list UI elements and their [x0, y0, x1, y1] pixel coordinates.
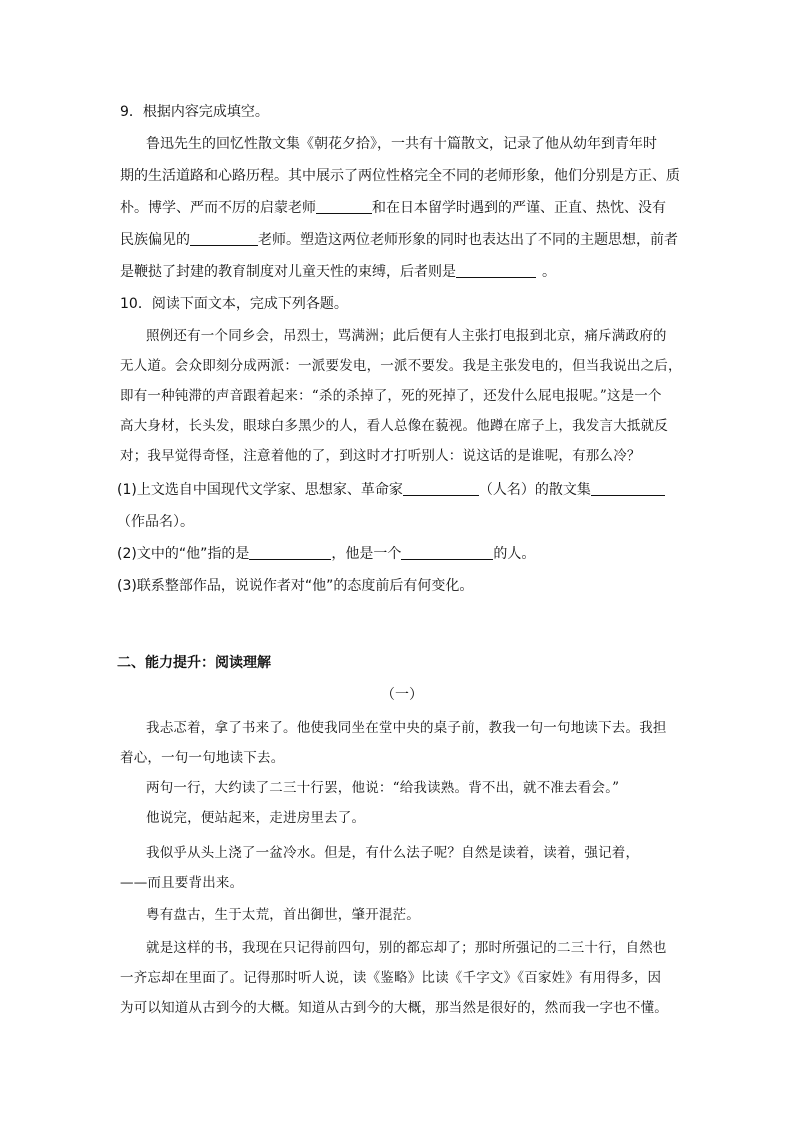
subsection-number: （一）	[381, 687, 423, 703]
q10-sub-1-cont: （作品名）。	[117, 514, 194, 530]
q10-sub-3: (3)联系整部作品，说说作者对“他”的态度前后有何变化。	[117, 578, 474, 594]
q10-sub-1: (1)上文选自中国现代文学家、思想家、革命家 （人名）的散文集	[117, 481, 665, 499]
q10-title: 10．阅读下面文本，完成下列各题。	[120, 296, 348, 312]
reading-line-1: 我忐忑着，拿了书来了。他使我同坐在堂中央的桌子前，教我一句一句地读下去。我担	[146, 720, 667, 736]
reading-line-7: 粤有盘古，生于太荒，首出御世，肇开混茫。	[146, 907, 420, 923]
q10-passage-line-4: 高大身材，长头发，眼球白多黑少的人，看人总像在藐视。他蹲在席子上，我发言大抵就反	[120, 418, 668, 434]
q9-line-3: 朴。博学、严而不厉的启蒙老师 和在日本留学时遇到的严谨、正直、热忱、没有	[120, 200, 666, 216]
reading-line-8: 就是这样的书，我现在只记得前四句，别的都忘却了；那时所强记的二三十行，自然也	[146, 940, 667, 956]
reading-line-2: 着心，一句一句地读下去。	[120, 750, 285, 766]
q10-passage-line-3: 即有一种钝滞的声音跟着起来：“杀的杀掉了，死的死掉了，还发什么屁电报呢。”这是一个	[120, 388, 662, 404]
answer-blank[interactable]	[190, 231, 258, 246]
answer-blank[interactable]	[591, 481, 665, 496]
reading-line-10: 为可以知道从古到今的大概。知道从古到今的大概，那当然是很好的，然而我一字也不懂。	[120, 1000, 668, 1016]
q10-passage-line-5: 对；我早觉得奇怪，注意着他的了，到这时才打听别人：说这话的是谁呢，有那么冷？	[120, 448, 641, 464]
reading-line-9: 一齐忘却在里面了。记得那时听人说，读《鉴略》比读《千字文》《百家姓》有用得多，因	[120, 970, 662, 986]
reading-line-4: 他说完，便站起来，走进房里去了。	[146, 810, 366, 826]
q10-passage-line-2: 无人道。会众即刻分成两派：一派要发电，一派不要发。我是主张发电的，但当我说出之后，	[120, 358, 682, 374]
answer-blank[interactable]	[401, 545, 493, 560]
answer-blank[interactable]	[249, 545, 331, 560]
q10-passage-line-1: 照例还有一个同乡会，吊烈士，骂满洲；此后便有人主张打电报到北京，痛斥满政府的	[146, 328, 667, 344]
q10-sub-2: (2)文中的“他”指的是 ，他是一个 的人。	[117, 546, 536, 562]
q9-line-2: 期的生活道路和心路历程。其中展示了两位性格完全不同的老师形象，他们分别是方正、质	[120, 168, 680, 184]
q9-line-1: 鲁迅先生的回忆性散文集《朝花夕拾》，一共有十篇散文，记录了他从幼年到青年时	[146, 136, 657, 152]
reading-line-5: 我似乎从头上浇了一盆冷水。但是，有什么法子呢？自然是读着，读着，强记着，	[146, 845, 640, 861]
answer-blank[interactable]	[403, 481, 479, 496]
q9-line-4: 民族偏见的 老师。塑造这两位老师形象的同时也表达出了不同的主题思想，前者	[120, 232, 678, 248]
reading-line-3: 两句一行，大约读了二三十行罢，他说：“给我读熟。背不出，就不准去看会。”	[146, 780, 620, 796]
answer-blank[interactable]	[316, 199, 372, 214]
q9-title: 9．根据内容完成填空。	[120, 104, 269, 120]
q9-line-5: 是鞭挞了封建的教育制度对儿童天性的束缚，后者则是 。	[120, 264, 556, 280]
reading-line-6: ——而且要背出来。	[120, 875, 244, 891]
answer-blank[interactable]	[456, 263, 536, 278]
section-heading: 二、能力提升：阅读理解	[117, 655, 271, 671]
